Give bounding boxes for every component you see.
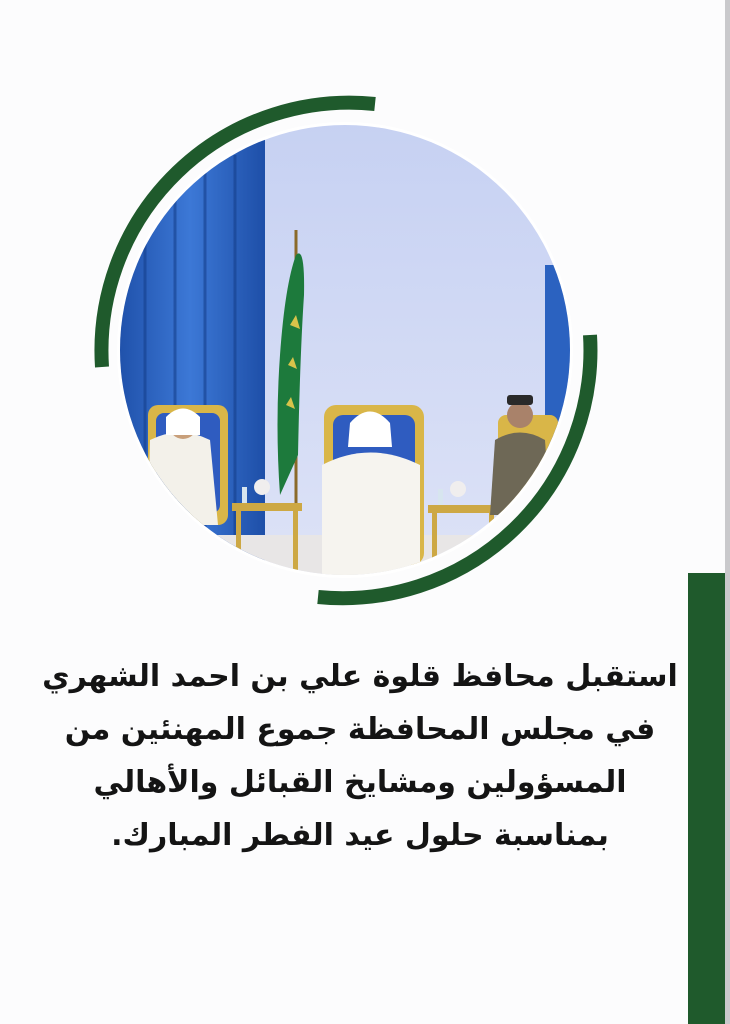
caption-text [40,650,680,862]
caption-line: استقبل محافظ قلوة علي بن احمد الشهري [42,659,678,694]
caption-line: في مجلس المحافظة جموع المهنئين من [64,712,656,747]
edge-strip [725,0,730,1024]
circular-photo-frame [90,95,610,615]
caption-line: بمناسبة حلول عيد الفطر المبارك. [111,818,609,853]
caption-line: المسؤولين ومشايخ القبائل والأهالي [93,765,627,800]
green-accent-bar [688,573,725,1024]
person-center [322,453,420,576]
event-photo-graphic [90,95,610,615]
